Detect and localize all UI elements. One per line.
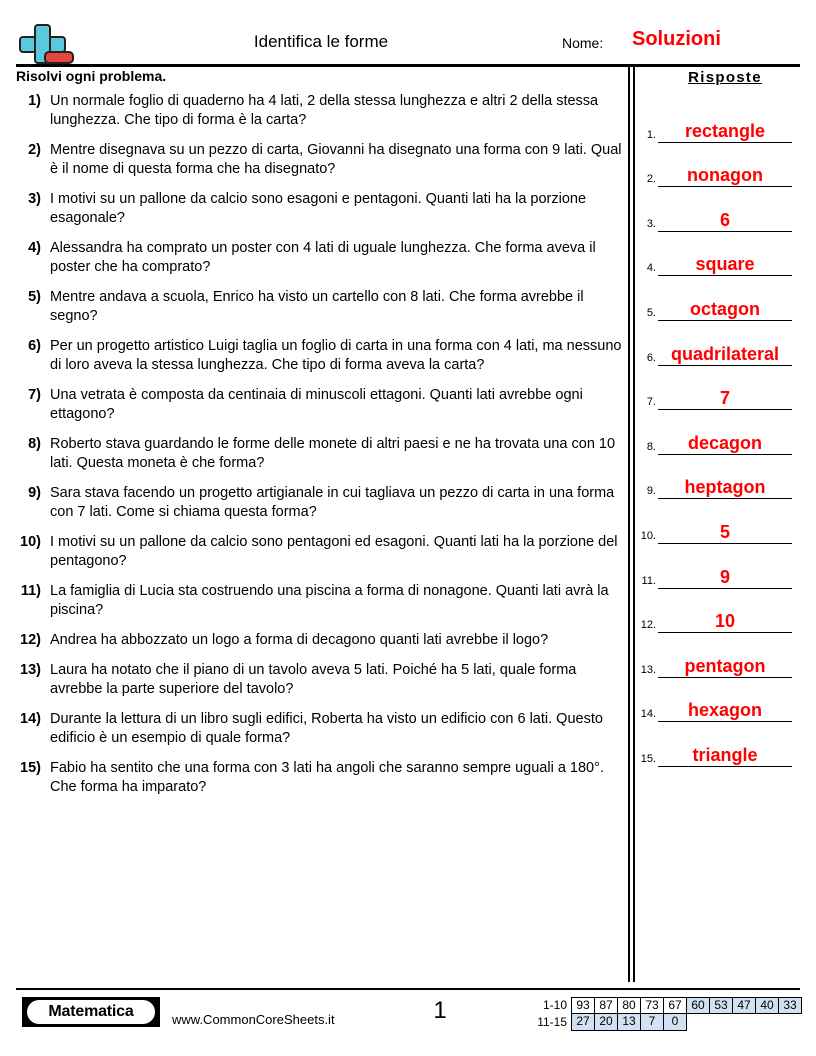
answer-number: 13. <box>640 663 656 676</box>
answer-row <box>636 366 800 411</box>
question-row <box>16 92 622 130</box>
questions-list <box>16 92 622 808</box>
score-cell: 7 <box>640 1013 664 1031</box>
question-row <box>16 239 622 277</box>
answer-number: 6. <box>646 351 656 364</box>
question-number: 7) <box>28 387 41 403</box>
answer-number: 5. <box>646 306 656 319</box>
score-cell: 53 <box>709 997 733 1014</box>
question-number: 9) <box>28 485 41 501</box>
question-row <box>16 435 622 473</box>
score-table <box>530 997 802 1031</box>
score-cell: 0 <box>663 1013 687 1031</box>
question-number: 15) <box>20 760 41 776</box>
question-text: Mentre andava a scuola, Enrico ha visto un cartello con 8 lati. Che forma avrebbe il segno? <box>50 289 584 324</box>
instruction-text: Risolvi ogni problema. <box>16 68 167 84</box>
answer-value: pentagon <box>684 655 766 676</box>
answer-row <box>636 143 800 188</box>
answer-value: 7 <box>719 388 730 409</box>
question-number: 13) <box>20 662 41 678</box>
score-cell: 13 <box>617 1013 641 1031</box>
answer-number: 15. <box>640 752 656 765</box>
question-text: Roberto stava guardando le forme delle monete di altri paesi e ne ha trovata una con 10 lati. Questa moneta è che forma? <box>50 436 616 471</box>
question-row <box>16 582 622 620</box>
answer-number: 3. <box>646 217 656 230</box>
answer-row <box>636 499 800 544</box>
score-row <box>530 997 802 1014</box>
score-cell: 60 <box>686 997 710 1014</box>
answer-number: 14. <box>640 708 656 721</box>
answer-value: quadrilateral <box>670 343 780 364</box>
answer-number: 10. <box>640 529 656 542</box>
answer-row <box>636 187 800 232</box>
question-text: Fabio ha sentito che una forma con 3 lati ha angoli che saranno sempre uguali a 180°. Che forma ha imparato? <box>50 760 604 795</box>
answer-value: triangle <box>692 744 758 765</box>
question-row <box>16 533 622 571</box>
answer-value: hexagon <box>687 700 762 721</box>
answer-value: 5 <box>719 521 730 542</box>
answer-number: 4. <box>646 262 656 275</box>
score-cell: 67 <box>663 997 687 1014</box>
brand-logo <box>22 997 160 1027</box>
answer-row <box>636 232 800 277</box>
answer-value: 9 <box>719 566 730 587</box>
question-row <box>16 190 622 228</box>
question-row <box>16 710 622 748</box>
question-text: La famiglia di Lucia sta costruendo una piscina a forma di nonagone. Quanti lati avrà la piscina? <box>50 583 609 618</box>
footer-divider <box>16 988 800 990</box>
question-text: Andrea ha abbozzato un logo a forma di decagono quanti lati avrebbe il logo? <box>50 632 549 648</box>
answer-number: 9. <box>646 485 656 498</box>
question-row <box>16 631 622 650</box>
score-row-label: 1-10 <box>542 998 567 1012</box>
question-row <box>16 661 622 699</box>
page-number: 1 <box>433 997 447 1024</box>
answer-number: 1. <box>646 128 656 141</box>
answer-value: octagon <box>690 298 760 319</box>
question-text: Un normale foglio di quaderno ha 4 lati, 2 della stessa lunghezza e altri 2 della stessa lunghezza. Che tipo di forma è la carta? <box>50 93 599 128</box>
question-row <box>16 759 622 797</box>
answers-list <box>636 98 800 767</box>
score-cell: 93 <box>571 997 595 1014</box>
question-number: 6) <box>28 338 41 354</box>
score-cell: 20 <box>594 1013 618 1031</box>
question-text: I motivi su un pallone da calcio sono pentagoni ed esagoni. Quanti lati ha la porzione del pentagono? <box>50 534 618 569</box>
answer-row <box>636 321 800 366</box>
brand-pill <box>27 1000 155 1024</box>
name-label: Nome: <box>562 35 604 51</box>
answer-row <box>636 455 800 500</box>
score-cell: 40 <box>755 997 779 1014</box>
question-text: Per un progetto artistico Luigi taglia un foglio di carta in una forma con 4 lati, ma nessuno di loro aveva la stessa lunghezza. Che tipo di forma aveva la carta? <box>50 338 622 373</box>
question-row <box>16 337 622 375</box>
question-number: 2) <box>28 142 41 158</box>
question-text: Una vetrata è composta da centinaia di minuscoli ettagoni. Quanti lati avrebbe ogni ettagono? <box>50 387 583 422</box>
question-number: 1) <box>28 93 41 109</box>
answer-number: 11. <box>641 574 656 587</box>
answer-value: nonagon <box>687 165 763 186</box>
answer-row <box>636 544 800 589</box>
question-number: 4) <box>28 240 41 256</box>
answer-number: 12. <box>640 619 656 632</box>
page-title: Identifica le forme <box>253 32 389 51</box>
answer-row <box>636 98 800 143</box>
site-url: www.CommonCoreSheets.it <box>172 1012 335 1027</box>
header-divider <box>16 64 800 67</box>
score-cell: 27 <box>571 1013 595 1031</box>
score-cell: 80 <box>617 997 641 1014</box>
logo-minus-bar <box>44 51 74 64</box>
answer-value: decagon <box>687 432 762 453</box>
question-row <box>16 386 622 424</box>
divider-line-left <box>628 66 630 982</box>
page-header <box>16 18 800 66</box>
question-number: 12) <box>20 632 41 648</box>
answer-value: 10 <box>714 611 736 632</box>
question-text: Alessandra ha comprato un poster con 4 lati di uguale lunghezza. Che forma aveva il poster che ha comprato? <box>50 240 596 275</box>
question-number: 11) <box>20 583 41 599</box>
score-row-label: 11-15 <box>537 1015 567 1029</box>
score-cell: 33 <box>778 997 802 1014</box>
name-value[interactable]: Soluzioni <box>632 28 721 50</box>
question-number: 14) <box>20 711 41 727</box>
answer-value: heptagon <box>684 477 766 498</box>
score-cell: 47 <box>732 997 756 1014</box>
question-number: 8) <box>28 436 41 452</box>
answer-row <box>636 276 800 321</box>
question-number: 10) <box>20 534 41 550</box>
brand-label: Matematica <box>48 1003 134 1020</box>
question-text: Sara stava facendo un progetto artigianale in cui tagliava un pezzo di carta in una forma con 7 lati. Come si chiama questa forma? <box>50 485 615 520</box>
answer-row <box>636 410 800 455</box>
score-row <box>530 1014 802 1031</box>
column-divider <box>628 66 635 982</box>
score-cell: 73 <box>640 997 664 1014</box>
question-text: Durante la lettura di un libro sugli edifici, Roberta ha visto un edificio con 6 lati. Questo edificio è un esempio di quale forma? <box>50 711 603 746</box>
answer-row <box>636 589 800 634</box>
answer-row <box>636 722 800 767</box>
answer-value: 6 <box>719 209 730 230</box>
answers-column-header: Risposte <box>688 69 762 86</box>
divider-line-right <box>633 66 635 982</box>
answer-row <box>636 633 800 678</box>
question-row <box>16 484 622 522</box>
answer-value: square <box>695 254 755 275</box>
answer-row <box>636 678 800 723</box>
answer-number: 2. <box>646 173 656 186</box>
answer-value: rectangle <box>684 120 766 141</box>
question-row <box>16 288 622 326</box>
answer-number: 7. <box>646 396 656 409</box>
question-number: 3) <box>28 191 41 207</box>
score-cell: 87 <box>594 997 618 1014</box>
question-text: I motivi su un pallone da calcio sono esagoni e pentagoni. Quanti lati ha la porzione esagonale? <box>50 191 587 226</box>
question-text: Laura ha notato che il piano di un tavolo aveva 5 lati. Poiché ha 5 lati, quale forma avrebbe la parte superiore del tavolo? <box>50 662 577 697</box>
question-row <box>16 141 622 179</box>
question-number: 5) <box>28 289 41 305</box>
question-text: Mentre disegnava su un pezzo di carta, Giovanni ha disegnato una forma con 9 lati. Qual è il nome di questa forma che ha disegnato? <box>50 142 622 177</box>
answer-number: 8. <box>646 440 656 453</box>
